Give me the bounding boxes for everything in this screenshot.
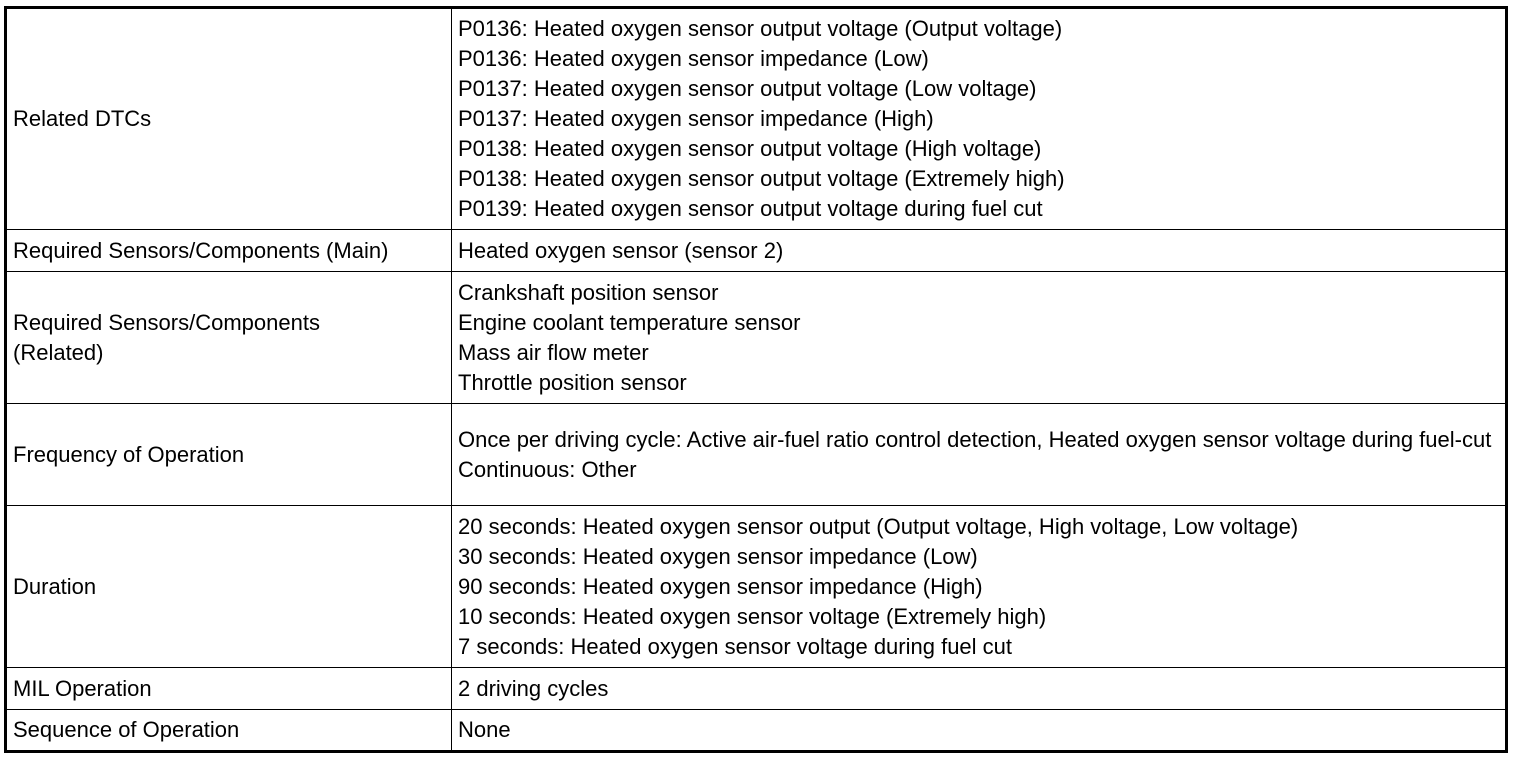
duration-line: 10 seconds: Heated oxygen sensor voltage (Extremely high): [458, 603, 1047, 629]
row-label-frequency: Frequency of Operation: [6, 404, 452, 506]
duration-line: 7 seconds: Heated oxygen sensor voltage during fuel cut: [458, 633, 1013, 659]
row-label-sequence: Sequence of Operation: [6, 710, 452, 752]
component-line: Mass air flow meter: [458, 339, 649, 365]
row-value-frequency: [452, 404, 1507, 506]
row-label-line: (Related): [13, 339, 104, 365]
row-label-required-main: Required Sensors/Components (Main): [6, 230, 452, 272]
row-label-required-related: [6, 272, 452, 404]
dtc-line: P0139: Heated oxygen sensor output voltage during fuel cut: [458, 196, 1043, 221]
dtc-line: P0138: Heated oxygen sensor output voltage (High voltage): [458, 136, 1042, 161]
sequence-line: None: [458, 717, 511, 742]
dtc-line: P0136: Heated oxygen sensor output voltage (Output voltage): [458, 16, 1063, 41]
dtc-line: P0138: Heated oxygen sensor output voltage (Extremely high): [458, 166, 1065, 191]
mil-line: 2 driving cycles: [458, 675, 609, 701]
dtc-line: P0136: Heated oxygen sensor impedance (Low): [458, 46, 929, 71]
component-line: Crankshaft position sensor: [458, 279, 719, 305]
table-row-sequence: [6, 710, 1507, 752]
frequency-line: Once per driving cycle: Active air-fuel ratio control detection, Heated oxygen sensor voltage during fuel-cut: [458, 426, 1492, 452]
component-line: Engine coolant temperature sensor: [458, 309, 801, 335]
dtc-line: P0137: Heated oxygen sensor output voltage (Low voltage): [458, 76, 1037, 101]
row-label-related-dtcs: Related DTCs: [6, 8, 452, 230]
table-row-required-related: [6, 272, 1507, 404]
component-line: Heated oxygen sensor (sensor 2): [458, 237, 784, 263]
row-value-required-related: [452, 272, 1507, 404]
dtc-line: P0137: Heated oxygen sensor impedance (High): [458, 106, 934, 131]
row-value-related-dtcs: [452, 8, 1507, 230]
frequency-line: Continuous: Other: [458, 456, 637, 482]
table-row-related-dtcs: [6, 8, 1507, 230]
monitor-spec-table: [4, 6, 1508, 753]
duration-line: 20 seconds: Heated oxygen sensor output (Output voltage, High voltage, Low voltage): [458, 513, 1299, 539]
table-row-mil-operation: [6, 668, 1507, 710]
duration-line: 90 seconds: Heated oxygen sensor impedance (High): [458, 573, 983, 599]
row-label-duration: Duration: [6, 506, 452, 668]
row-value-mil-operation: [452, 668, 1507, 710]
table-row-frequency: [6, 404, 1507, 506]
table-row-duration: [6, 506, 1507, 668]
row-value-duration: [452, 506, 1507, 668]
row-value-sequence: [452, 710, 1507, 752]
component-line: Throttle position sensor: [458, 369, 687, 395]
duration-line: 30 seconds: Heated oxygen sensor impedance (Low): [458, 543, 978, 569]
row-label-line: Required Sensors/Components: [13, 309, 320, 335]
table-row-required-main: [6, 230, 1507, 272]
row-label-mil-operation: MIL Operation: [6, 668, 452, 710]
row-value-required-main: [452, 230, 1507, 272]
